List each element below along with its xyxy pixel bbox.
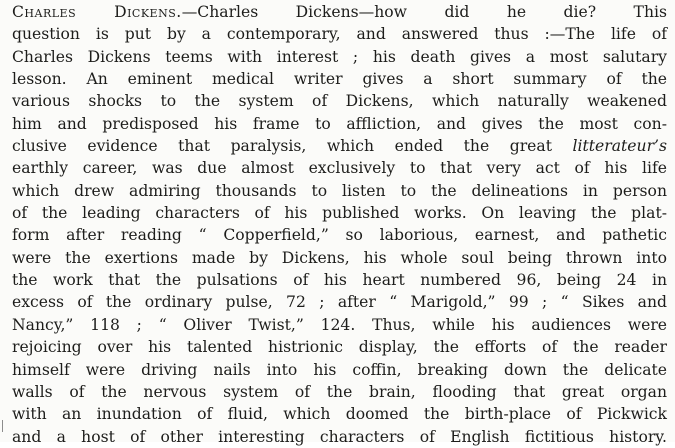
article-line-7 [12,135,667,157]
article-line-17: himself were driving nails into his coffin, breaking down the delicate [12,360,667,379]
article-line-12: were the exertions made by Dickens, his whole soul being thrown into [12,248,667,267]
article-line-4: lesson. An eminent medical writer gives a short summary of the [12,70,667,89]
article-line-15: Nancy,” 118 ; “ Oliver Twist,” 124. Thus, while his audiences were [12,315,667,334]
article-line-16: rejoicing over his talented histrionic display, the efforts of the reader [12,338,667,357]
article-line-13: the work that the pulsations of his heart numbered 96, being 24 in [12,271,667,290]
article-line-1-text: —Charles Dickens—how did he die? This [181,3,667,21]
article-line-2: question is put by a contemporary, and answered thus :—The life of [12,25,667,44]
article-line-5: various shocks to the system of Dickens, which naturally weakened [12,92,667,111]
italic-word: litterateur’s [572,137,667,156]
column-rule-mark [2,420,3,432]
article-line-3: Charles Dickens teems with interest ; his death gives a most salutary [12,47,667,66]
article-column [12,1,667,448]
article-line-20: and a host of other interesting characters of English fictitious history. [12,427,667,446]
article-line-1 [12,1,667,23]
article-line-11: form after reading “ Copperfield,” so laborious, earnest, and pathetic [12,226,667,245]
article-line-18: walls of the nervous system of the brain, flooding that great organ [12,382,667,401]
article-heading: Charles Dickens. [12,3,182,21]
article-line-9: which drew admiring thousands to listen to the delineations in person [12,181,667,200]
article-line-7-text: clusive evidence that paralysis, which ended the great [12,137,552,156]
article-line-14: excess of the ordinary pulse, 72 ; after “ Marigold,” 99 ; “ Sikes and [12,293,667,312]
article-line-19: with an inundation of fluid, which doomed the birth-place of Pickwick [12,405,667,424]
article-line-6: him and predisposed his frame to affliction, and gives the most con- [12,114,667,133]
article-line-10: of the leading characters of his published works. On leaving the plat- [12,204,667,223]
article-line-8: earthly career, was due almost exclusively to that very act of his life [12,159,667,178]
